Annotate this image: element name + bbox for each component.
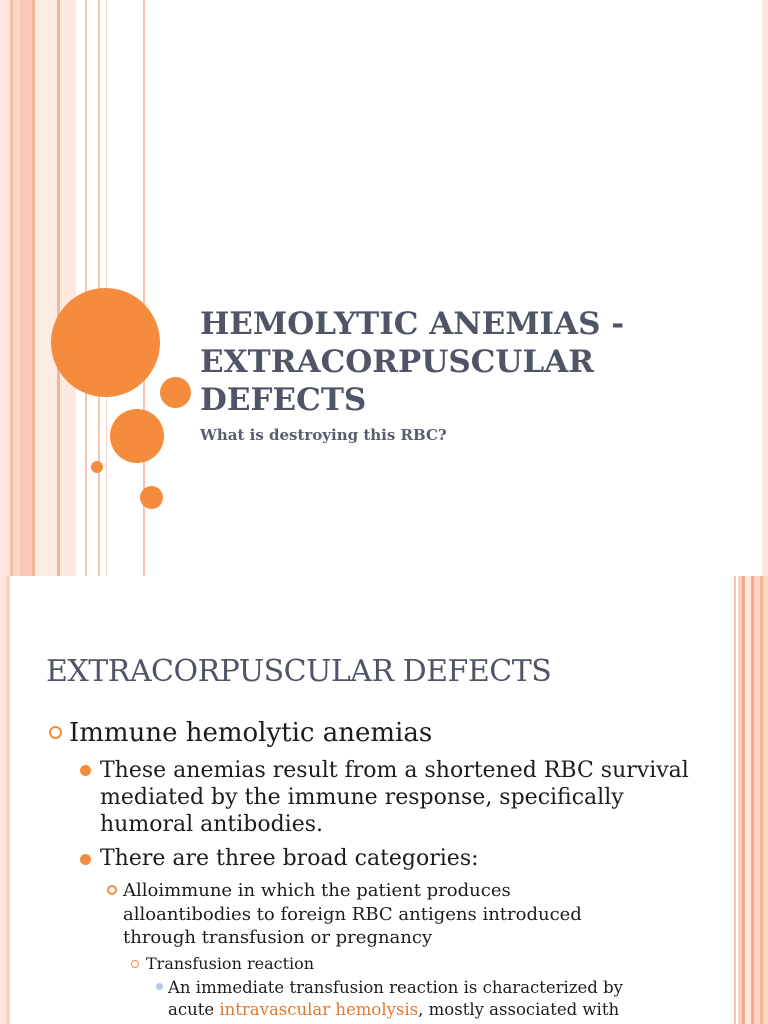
ring-bullet-icon xyxy=(131,960,139,968)
slide-title: EXTRACORPUSCULAR DEFECTS xyxy=(46,654,552,689)
bullet-level-2: There are three broad categories: xyxy=(100,846,479,871)
bullet-text: , mostly associated with xyxy=(418,1000,620,1019)
left-stripe-line xyxy=(85,0,87,576)
content-slide xyxy=(0,576,768,1024)
ring-bullet-icon xyxy=(49,726,62,739)
dot-bullet-icon xyxy=(80,765,91,776)
dot-bullet-icon xyxy=(156,983,163,990)
bullet-level-2: These anemias result from a shortened RBC survival mediated by the immune response, specifically humoral antibodies. xyxy=(100,758,689,837)
right-stripe-band xyxy=(760,576,763,1024)
dot-bullet-icon xyxy=(80,854,91,865)
slide-title: HEMOLYTIC ANEMIAS - EXTRACORPUSCULAR DEFECTS xyxy=(200,306,625,418)
right-stripe-band xyxy=(734,576,736,1024)
bullet-text: An immediate transfusion reaction is characterized by acute xyxy=(168,978,623,1019)
left-stripe-band xyxy=(35,0,57,576)
bullet-level-3: Alloimmune in which the patient produces alloantibodies to foreign RBC antigens introduced through transfusion or pregnancy xyxy=(123,880,582,948)
decorative-circle-large xyxy=(51,288,160,397)
highlighted-term: intravascular hemolysis xyxy=(219,1000,419,1019)
left-edge-stripe xyxy=(6,576,10,1024)
ring-bullet-icon xyxy=(107,885,117,895)
left-stripe-band xyxy=(60,0,76,576)
decorative-circle-small xyxy=(160,377,191,408)
left-stripe-band xyxy=(0,0,10,576)
left-stripe-band xyxy=(20,0,32,576)
left-stripe-band xyxy=(13,0,20,576)
decorative-circle-small xyxy=(140,486,163,509)
slide-subtitle: What is destroying this RBC? xyxy=(200,426,447,444)
bullet-level-1: Immune hemolytic anemias xyxy=(69,718,433,748)
bullet-level-4: Transfusion reaction xyxy=(146,954,315,973)
bullet-level-5 xyxy=(168,977,668,1021)
right-stripe-line xyxy=(762,0,768,576)
decorative-circle-medium xyxy=(110,409,164,463)
decorative-circle-tiny xyxy=(91,461,103,473)
